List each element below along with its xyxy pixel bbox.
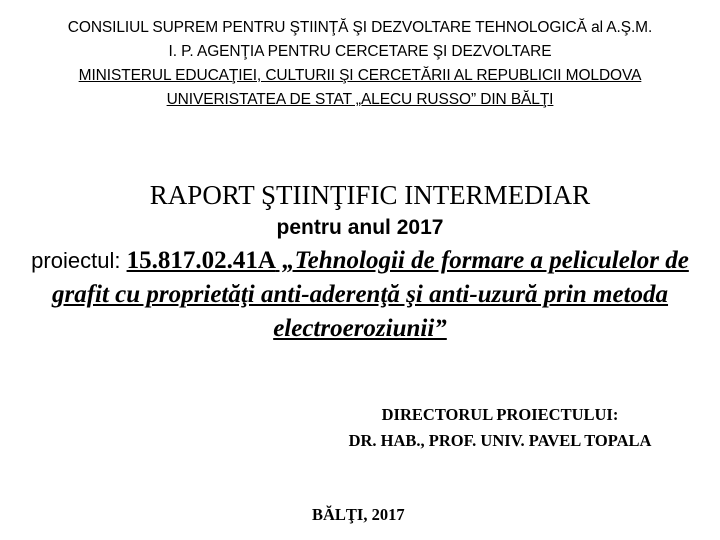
place-and-year: BĂLŢI, 2017 bbox=[312, 505, 405, 524]
header-line-ministry: MINISTERUL EDUCAŢIEI, CULTURII ŞI CERCETĂRII AL REPUBLICII MOLDOVA bbox=[78, 67, 642, 84]
project-director-block bbox=[300, 402, 700, 454]
project-name: „Tehnologii de formare a peliculelor de grafit cu proprietăţi anti-aderenţă şi anti-uzură prin metoda electroeroziunii” bbox=[51, 247, 689, 342]
project-code: 15.817.02.41A bbox=[126, 247, 276, 274]
director-role: DIRECTORUL PROIECTULUI: bbox=[381, 405, 619, 424]
report-year-line: pentru anul 2017 bbox=[276, 216, 444, 239]
institution-header bbox=[0, 16, 720, 112]
project-label: proiectul: bbox=[31, 248, 127, 273]
report-title: RAPORT ŞTIINŢIFIC INTERMEDIAR bbox=[149, 180, 591, 210]
header-line-research-agency: I. P. AGENŢIA PENTRU CERCETARE ŞI DEZVOLTARE bbox=[168, 43, 552, 60]
project-description bbox=[30, 244, 690, 346]
header-line-academy-council: CONSILIUL SUPREM PENTRU ŞTIINŢĂ ŞI DEZVOLTARE TEHNOLOGICĂ al A.Ş.M. bbox=[67, 19, 653, 36]
director-name: DR. HAB., PROF. UNIV. PAVEL TOPALA bbox=[348, 431, 652, 450]
header-line-university: UNIVERISTATEA DE STAT „ALECU RUSSO” DIN BĂLŢI bbox=[166, 91, 554, 108]
